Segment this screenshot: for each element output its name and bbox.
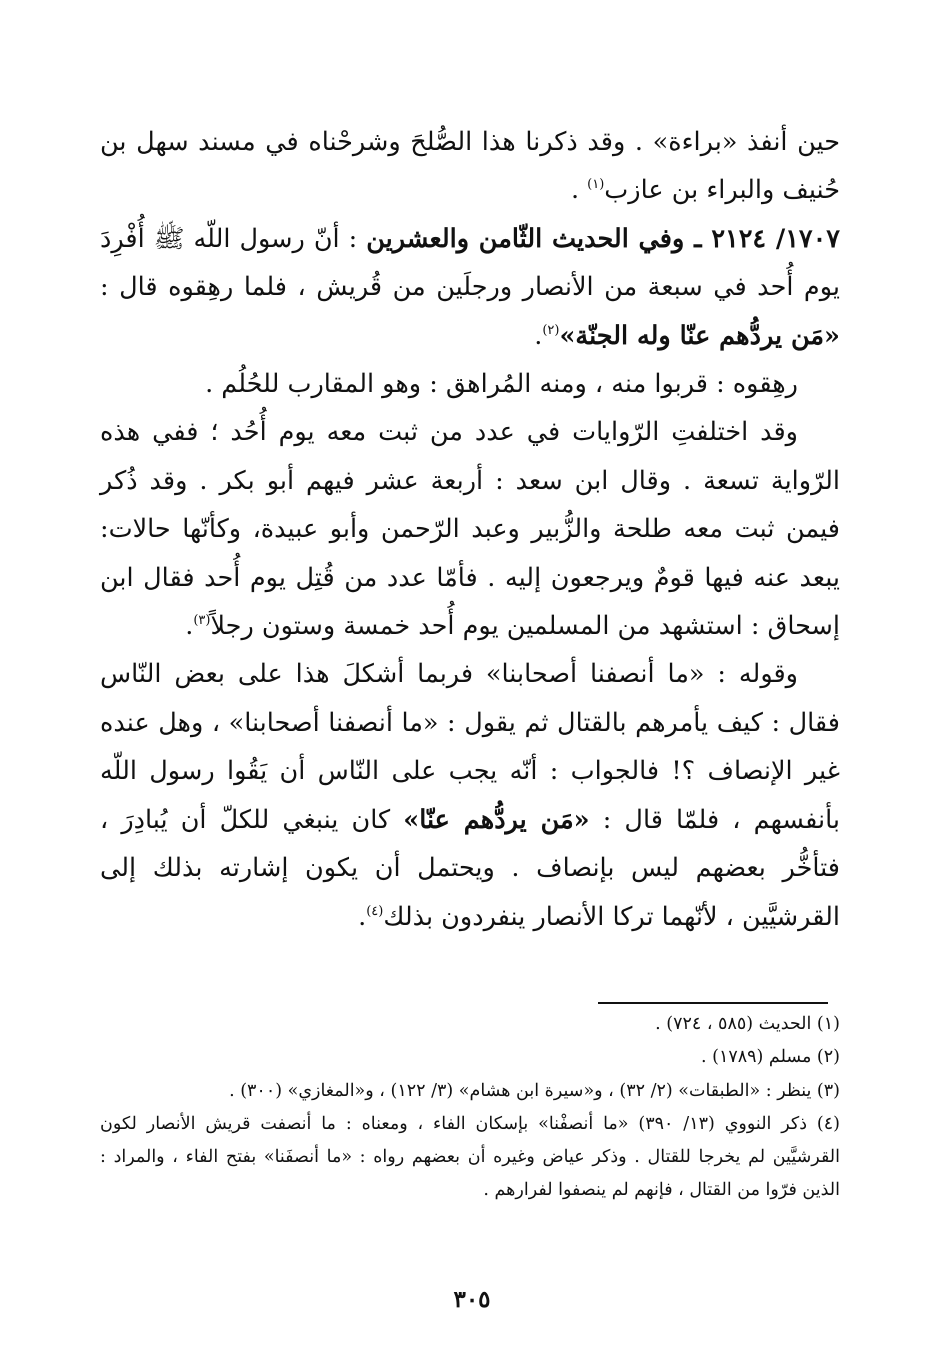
paragraph-intro xyxy=(100,118,840,215)
hadith-tail: . xyxy=(534,320,543,351)
paragraph-commentary-quote: «مَن يردُّهم عنّا» xyxy=(403,804,590,835)
footnote-ref-2: (٢) xyxy=(542,322,560,338)
paragraph-intro-text: حين أنفذ «براءة» . وقد ذكرنا هذا الصُّلحَ وشرحْناه في مسند سهل بن حُنيف والبراء بن عازب xyxy=(100,127,840,206)
paragraph-definition-text: رهِقوه : قربوا منه ، ومنه المُراهق : وهو المقارب للحُلُم . xyxy=(205,369,798,400)
footnote-ref-1: (١) xyxy=(587,177,605,193)
paragraph-intro-tail: . xyxy=(570,175,588,206)
hadith-quote: «مَن يردُّهم عنّا وله الجنّة» xyxy=(559,320,840,351)
footnote-1: (١) الحديث (٥٨٥ ، ٧٢٤) . xyxy=(655,1014,840,1034)
hadith-heading: ١٧٠٧/ ٢١٢٤ ـ وفي الحديث الثّامن والعشرين xyxy=(366,223,841,254)
paragraph-commentary xyxy=(100,650,840,940)
footnote-4: (٤) ذكر النووي (١٣/ ٣٩٠) «ما أنصفْنا» بإسكان الفاء ، ومعناه : ما أنصفت قريش الأنصار لكون القرشيَّين لم يخرجا للقتال . وذكر عياض وغيره أن بعضهم رواه : «ما أنصفَنا» بفتح الفاء ، والمراد : الذين فرّوا من القتال ، فإنهم لم ينصفوا لفرارهم . xyxy=(100,1113,840,1201)
main-text xyxy=(100,118,840,941)
footnote-2: (٢) مسلم (١٧٨٩) . xyxy=(700,1047,840,1068)
paragraph-commentary-tail: . xyxy=(358,901,367,932)
footnote-divider xyxy=(598,1002,828,1004)
footnote-ref-4: (٤) xyxy=(366,903,384,919)
page-number: ٣٠٥ xyxy=(453,1286,491,1313)
footnote-3: (٣) ينظر : «الطبقات» (٢/ ٣٢) ، و«سيرة ابن هشام» (٣/ ١٢٢) ، و«المغازي» (٣٠٠) . xyxy=(229,1080,840,1101)
paragraph-commentary-text-1: وقوله : «ما أنصفنا أصحابنا» فربما أشكلَ هذا على بعض النّاس فقال : كيف يأمرهم بالقتال ثم يقول : «ما أنصفنا أصحابنا» ، وهل عنده غير الإنصاف ؟! فالجواب : أنّه يجب على النّاس أن يَقُوا رسول اللّه بأنفسهم ، فلمّا قال : xyxy=(100,659,840,835)
paragraph-definition xyxy=(100,360,840,408)
paragraph-narrations-tail: . xyxy=(185,611,194,642)
footnotes xyxy=(100,1008,840,1208)
paragraph-narrations xyxy=(100,408,840,650)
paragraph-narrations-text: وقد اختلفتِ الرّوايات في عدد من ثبت معه يوم أُحُد ؛ ففي هذه الرّواية تسعة . وقال ابن سعد : أربعة عشر فيهم أبو بكر . وقد ذُكر فيمن ثبت معه طلحة والزُّبير وعبد الرّحمن وأبو عبيدة، وكأنّها حالات: يبعد عنه فيها قومٌ ويرجعون إليه . فأمّا عدد من قُتِل يوم أُحد فقال ابن إسحاق : استشهد من المسلمين يوم أُحد خمسة وستون رجلاً xyxy=(100,417,840,642)
paragraph-commentary-text-2: كان ينبغي للكلّ أن يُبادِرَ ، فتأخُّر بعضهم ليس بإنصاف . ويحتمل أن يكون إشارته بذلك إلى القرشيَّين ، لأنّهما تركا الأنصار ينفردون بذلك xyxy=(100,804,840,932)
footnote-ref-3: (٣) xyxy=(193,613,211,629)
hadith-text: : أنّ رسول اللّه ﷺ أُفْرِدَ يوم أُحد في سبعة من الأنصار ورجلَين من قُريش ، فلما رهِقوه قال : xyxy=(100,223,840,303)
hadith-paragraph xyxy=(100,215,840,360)
